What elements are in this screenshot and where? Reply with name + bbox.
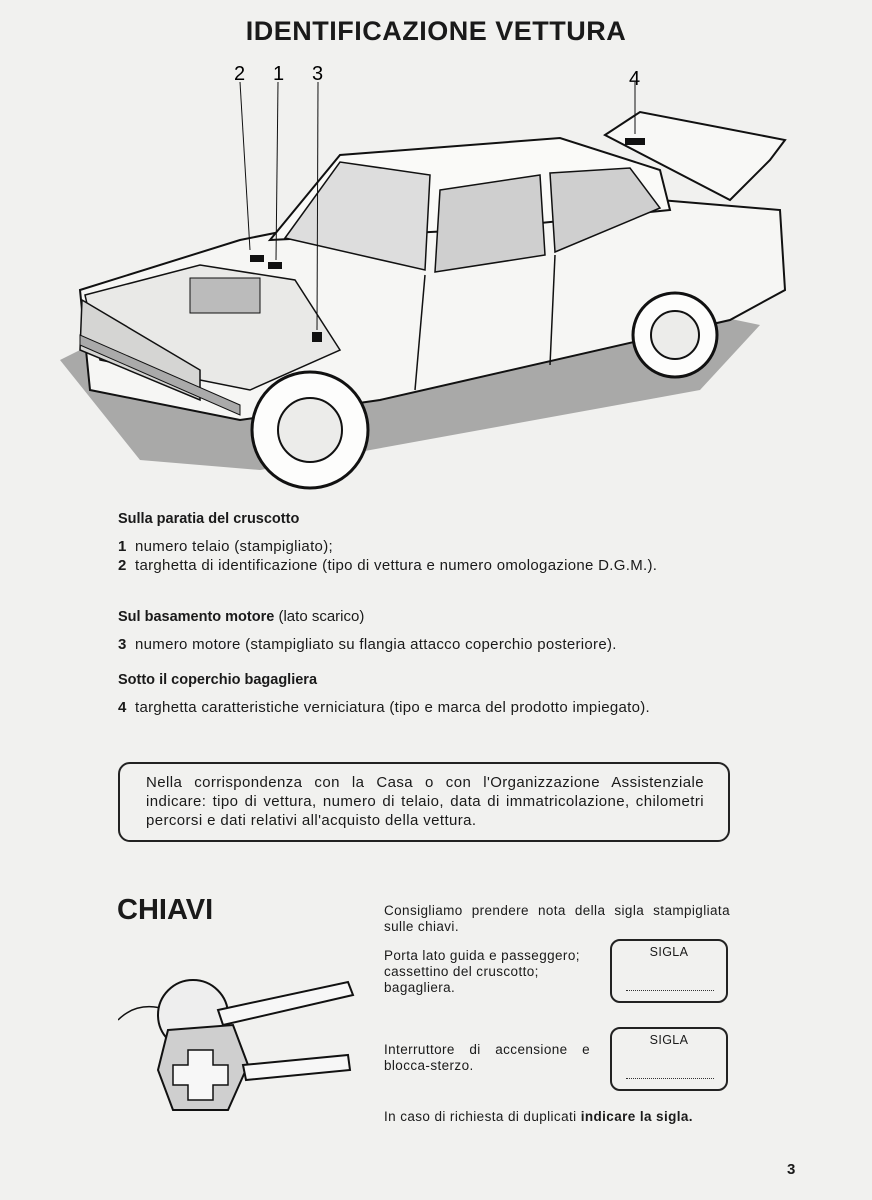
car-illustration bbox=[40, 60, 820, 500]
item-number: 1 bbox=[118, 538, 127, 555]
chiavi-title: CHIAVI bbox=[117, 894, 214, 926]
duplicate-request-bold: indicare la sigla. bbox=[580, 1109, 693, 1124]
key1-description: Porta lato guida e passeggero; cassettino del cruscotto; bagagliera. bbox=[384, 948, 580, 995]
sigla-label: SIGLA bbox=[649, 1033, 689, 1047]
callout-3: 3 bbox=[312, 63, 324, 85]
page-number: 3 bbox=[787, 1161, 796, 1178]
sigla-box-1[interactable] bbox=[610, 939, 728, 1003]
sigla-dotted-line bbox=[626, 1078, 714, 1079]
section-heading: Sotto il coperchio bagagliera bbox=[118, 672, 318, 688]
callout-2: 2 bbox=[234, 63, 246, 85]
key2-description: Interruttore di accensione e blocca-sterzo. bbox=[384, 1042, 590, 1073]
item-number: 3 bbox=[118, 636, 127, 653]
chiavi-intro: Consigliamo prendere nota della sigla stampigliata sulle chiavi. bbox=[384, 903, 730, 934]
item-text: numero telaio (stampigliato); bbox=[135, 538, 333, 555]
callout-4: 4 bbox=[629, 68, 641, 90]
keys-illustration bbox=[118, 970, 358, 1120]
item-number: 4 bbox=[118, 699, 127, 716]
list-item bbox=[118, 698, 730, 717]
correspondence-note: Nella corrispondenza con la Casa o con l'Organizzazione Assistenziale indicare: tipo di vettura, numero di telaio, data di immatricolazione, chilometri percorsi e dati relativi all'acquisto della vettura. bbox=[118, 762, 730, 842]
item-text: numero motore (stampigliato su flangia attacco coperchio posteriore). bbox=[135, 636, 617, 653]
item-text: targhetta caratteristiche verniciatura (tipo e marca del prodotto impiegato). bbox=[135, 699, 651, 716]
section-dashboard-bulkhead bbox=[118, 510, 730, 575]
sigla-box-2[interactable] bbox=[610, 1027, 728, 1091]
item-text: targhetta di identificazione (tipo di vettura e numero omologazione D.G.M.). bbox=[135, 557, 658, 574]
duplicate-request-text: In caso di richiesta di duplicati indicare la sigla. bbox=[384, 1109, 693, 1124]
page-title: IDENTIFICAZIONE VETTURA bbox=[245, 16, 627, 46]
list-item bbox=[118, 635, 730, 654]
sigla-label: SIGLA bbox=[649, 945, 689, 959]
section-heading: Sul basamento motore (lato scarico) bbox=[118, 608, 365, 625]
list-item bbox=[118, 537, 730, 556]
section-heading-suffix: (lato scarico) bbox=[274, 608, 365, 625]
section-engine-block bbox=[118, 607, 730, 654]
section-trunk-lid bbox=[118, 671, 730, 717]
list-item bbox=[118, 556, 730, 575]
item-number: 2 bbox=[118, 557, 127, 574]
section-heading: Sulla paratia del cruscotto bbox=[118, 511, 300, 527]
sigla-dotted-line bbox=[626, 990, 714, 991]
callout-1: 1 bbox=[273, 63, 285, 85]
